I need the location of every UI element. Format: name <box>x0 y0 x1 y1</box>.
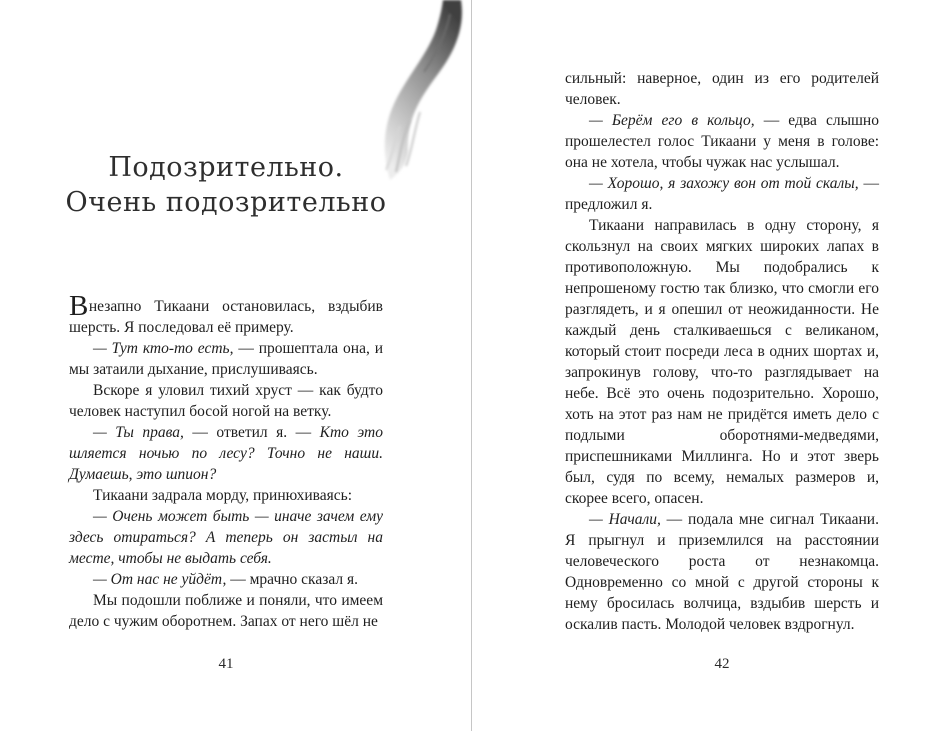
text-run: Тикаани направилась в одну сторону, я скользнул на своих мягких широких лапах в противоположную. Мы подобрались к непрошеному гостю так близко, что смогли его разглядеть, и я опешил от неожиданности. Не каждый день сталкиваешься с великаном, который стоит посреди леса в одних шортах и, запрокинув голову, что-то разглядывает на небе. Всё это очень подозрительно. Хорошо, хоть на этот раз нам не придётся иметь дело с подлыми оборотнями-медведями, приспешниками Миллинга. Но и этот зверь был, судя по всему, немалых размеров и, скорее всего, опасен. <box>565 217 879 507</box>
paragraph <box>69 290 383 338</box>
text-run: — предложил я. <box>565 175 879 213</box>
chapter-title-line2: Очень подозрительно <box>65 187 387 219</box>
paragraph <box>565 110 879 173</box>
page-number-right: 42 <box>714 656 730 672</box>
paragraph <box>69 485 383 506</box>
chapter-title-line1: Подозрительно. <box>108 152 344 183</box>
text-run: сильный: наверное, один из его родителей человек. <box>565 70 879 108</box>
chapter-title <box>60 150 392 220</box>
text-run: — Начали, <box>589 511 661 528</box>
paragraph <box>69 338 383 380</box>
text-run: — едва слышно прошелестел голос Тикаани у меня в голове: она не хотела, чтобы чужак нас услышал. <box>565 112 879 171</box>
paragraph <box>565 509 879 635</box>
text-run: — Тут кто-то есть, <box>93 340 234 357</box>
paragraph <box>69 506 383 569</box>
text-run: — мрачно сказал я. <box>226 571 358 588</box>
paragraph <box>69 422 383 485</box>
text-run: незапно Тикаани остановилась, вздыбив шерсть. Я последовал её примеру. <box>69 298 383 336</box>
text-run: — Хорошо, я захожу вон от той скалы, <box>589 175 859 192</box>
right-page-text <box>565 68 879 635</box>
paragraph <box>565 215 879 509</box>
paragraph <box>69 380 383 422</box>
text-run: — Берём его в кольцо, <box>589 112 755 129</box>
paragraph <box>69 569 383 590</box>
text-run: — прошептала она, и мы затаили дыхание, прислушиваясь. <box>69 340 383 378</box>
text-run: Тикаани задрала морду, принюхиваясь: <box>93 487 353 504</box>
text-run: Мы подошли поближе и поняли, что имеем дело с чужим оборотнем. Запах от него шёл не <box>69 592 383 630</box>
paragraph <box>565 173 879 215</box>
text-run: Кто это шляется ночью по лесу? Точно не наши. Думаешь, это шпион? <box>69 424 383 483</box>
text-run: — подала мне сигнал Тикаани. Я прыгнул и приземлился на расстоянии человеческого роста от незнакомца. Одновременно со мной с другой стороны к нему бросилась волчица, вздыбив шерсть и оскалив пасть. Молодой человек вздрогнул. <box>565 511 879 633</box>
text-run: — От нас не уйдёт, <box>93 571 227 588</box>
page-number-left: 41 <box>218 656 234 672</box>
left-page-text <box>69 290 383 632</box>
text-run: — Ты права, <box>93 424 184 441</box>
paragraph <box>565 68 879 110</box>
paragraph <box>69 590 383 632</box>
text-run: Вскоре я уловил тихий хруст — как будто человек наступил босой ногой на ветку. <box>69 382 383 420</box>
drop-cap: В <box>69 290 89 322</box>
text-run: — ответил я. — <box>183 424 320 441</box>
text-run: — Очень может быть — иначе зачем ему здесь отираться? А теперь он застыл на месте, чтобы не выдать себя. <box>69 508 383 567</box>
